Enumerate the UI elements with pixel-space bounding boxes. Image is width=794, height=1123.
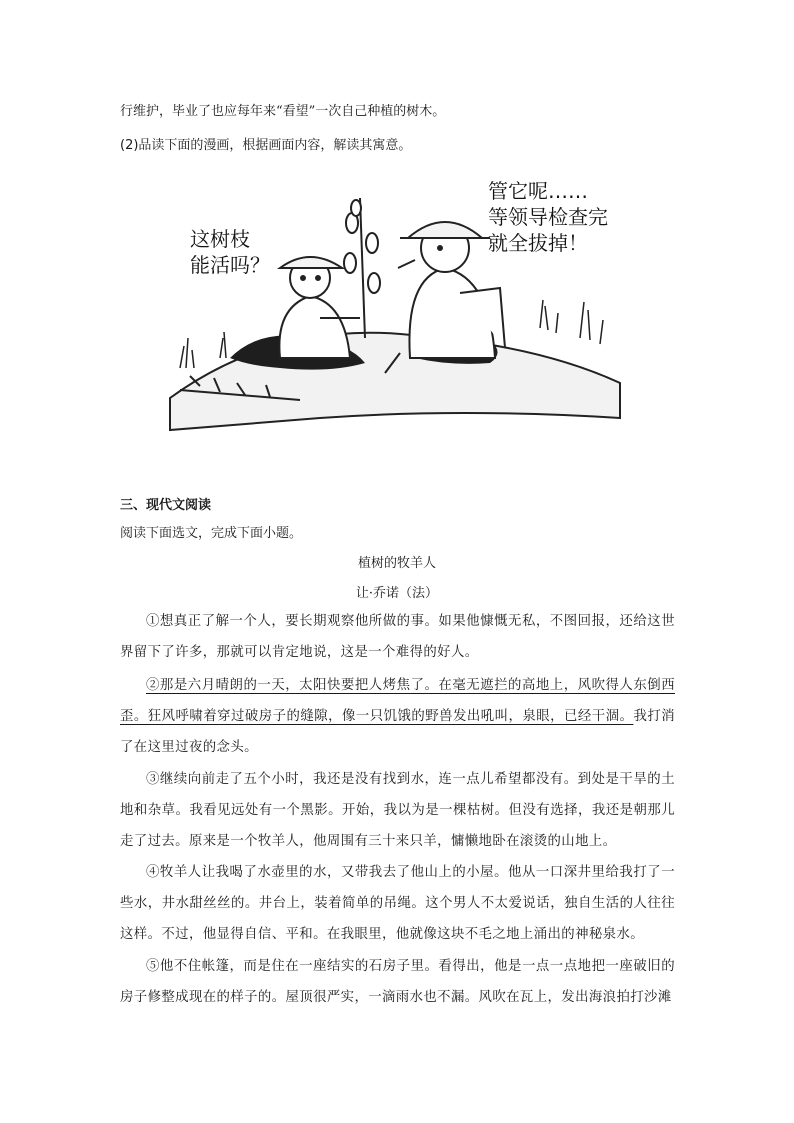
- question-2: (2)品读下面的漫画，根据画面内容，解读其寓意。: [120, 138, 412, 153]
- paragraph-2-underlined: ②那是六月晴朗的一天，太阳快要把人烤焦了。在毫无遮拦的高地上，风吹得人东倒西歪。狂风呼啸着穿过破房子的缝隙，像一只饥饿的野兽发出吼叫，泉眼，已经干涸。: [120, 678, 675, 724]
- reading-instruction: 阅读下面选文，完成下面小题。: [120, 526, 303, 541]
- paragraph-5: ⑤他不住帐篷，而是住在一座结实的石房子里。看得出，他是一点一点地把一座破旧的房子修整成现在的样子的。屋顶很严实，一滴雨水也不漏。风吹在瓦上，发出海浪拍打沙滩: [120, 959, 675, 1005]
- bubble-left-line1: 这树枝: [190, 227, 250, 251]
- paragraph-1: ①想真正了解一个人，要长期观察他所做的事。如果他慷慨无私，不图回报，还给这世界留下了许多，那就可以肯定地说，这是一个难得的好人。: [120, 614, 675, 660]
- paragraph-2-rest: 我打消了在这里过夜的念头。: [120, 709, 675, 755]
- paragraph-3: ③继续向前走了五个小时，我还是没有找到水，连一点儿希望都没有。到处是干旱的土地和杂草。我看见远处有一个黑影。开始，我以为是一棵枯树。但没有选择，我还是朝那儿走了过去。原来是一个牧羊人，他周围有三十来只羊，慵懒地卧在滚烫的山地上。: [120, 772, 675, 849]
- bubble-right-line3: 就全拔掉！: [488, 231, 588, 255]
- article-title: 植树的牧羊人: [357, 556, 436, 571]
- paragraph-2: [120, 670, 675, 763]
- article-author: 让·乔诺（法）: [355, 586, 439, 601]
- section-heading: 三、现代文阅读: [120, 498, 212, 513]
- paragraph-4: ④牧羊人让我喝了水壶里的水，又带我去了他山上的小屋。他从一口深井里给我打了一些水，井水甜丝丝的。井台上，装着简单的吊绳。这个男人不太爱说话，独自生活的人往往这样。不过，他显得自信、平和。在我眼里，他就像这块不毛之地上涌出的神秘泉水。: [120, 865, 675, 942]
- bubble-right-line1: 管它呢……: [488, 179, 588, 203]
- hill-ground: [170, 333, 620, 430]
- bubble-right-line2: 等领导检查完: [488, 205, 608, 229]
- comic-illustration: [160, 168, 630, 440]
- bubble-left-line2: 能活吗？: [190, 253, 270, 277]
- intro-line: 行维护，毕业了也应每年来“看望”一次自己种植的树木。: [120, 104, 446, 119]
